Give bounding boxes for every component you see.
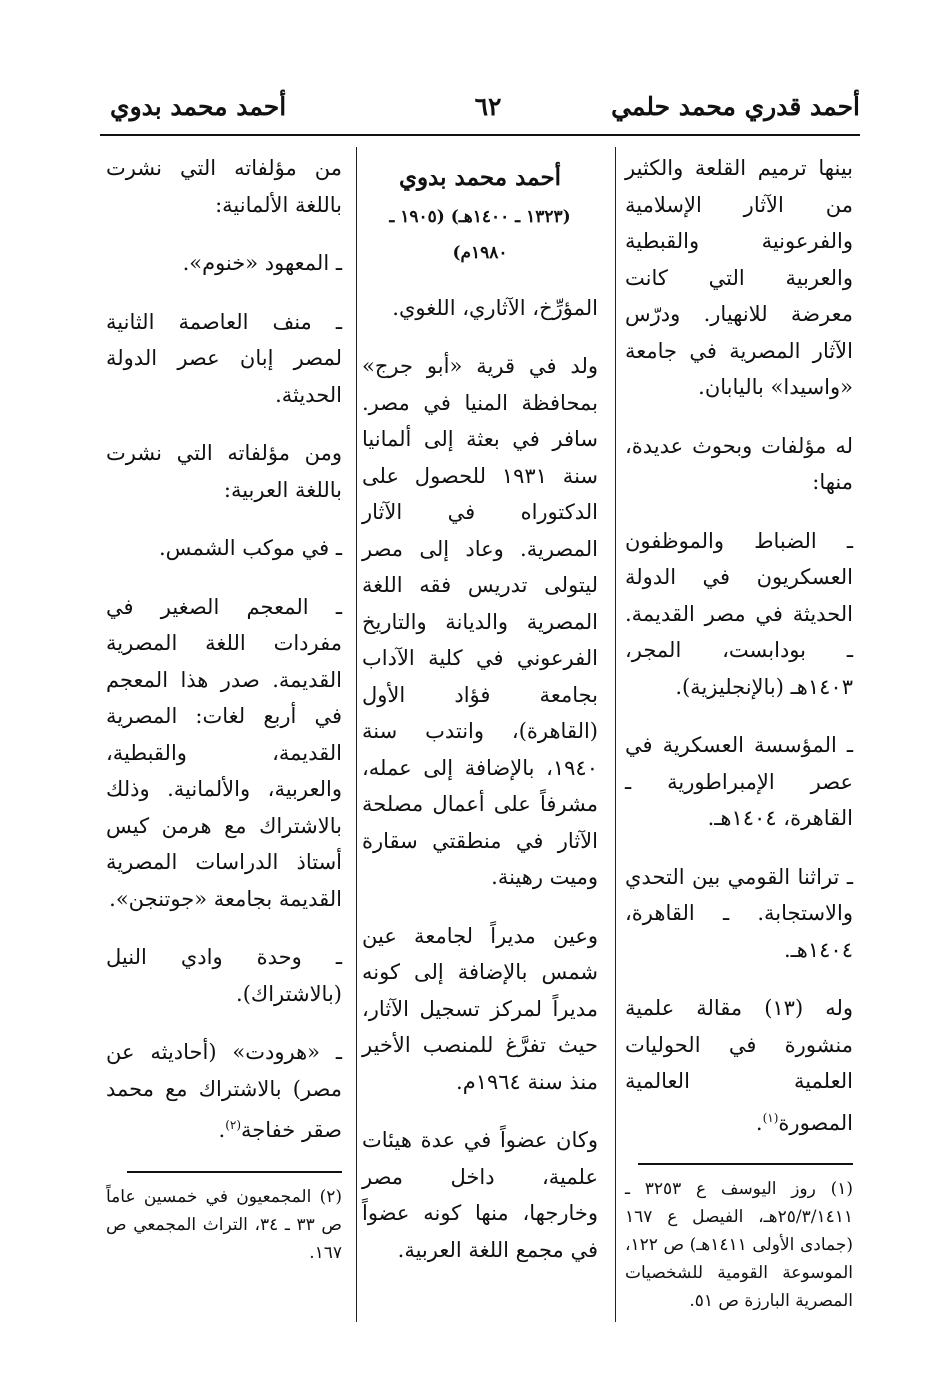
column-divider-right bbox=[615, 147, 616, 1322]
list-item-text: ـ «هرودت» (أحاديثه عن مصر) بالاشتراك مع محمد صقر خفاجة bbox=[106, 1040, 342, 1142]
list-item: ـ في موكب الشمس. bbox=[159, 536, 342, 560]
column-left bbox=[106, 150, 342, 1267]
list-item-end: . bbox=[218, 1118, 226, 1142]
page-number: ٦٢ bbox=[474, 92, 502, 121]
paragraph: ومن مؤلفاته التي نشرت باللغة العربية: bbox=[106, 441, 342, 502]
list-item: ـ وحدة وادي النيل (بالاشتراك). bbox=[106, 945, 342, 1006]
paragraph: بينها ترميم القلعة والكثير من الآثار الإسلامية والفرعونية والقبطية والعربية التي كانت معرضة للانهيار. ودرّس الآثار المصرية في جامعة «واسيدا» باليابان. bbox=[625, 156, 853, 399]
page-header bbox=[100, 92, 860, 132]
column-middle bbox=[362, 150, 598, 1290]
list-item: ـ المعجم الصغير في مفردات اللغة المصرية القديمة. صدر هذا المعجم في أربع لغات: المصرية القديمة، والقبطية، والعربية، والألمانية. وذلك بالاشتراك مع هرمن كيس أستاذ الدراسات المصرية القديمة بجامعة «جوتنجن». bbox=[106, 594, 342, 911]
paragraph-end: . bbox=[755, 1110, 763, 1135]
paragraph: وعين مديراً لجامعة عين شمس بالإضافة إلى كونه مديراً لمركز تسجيل الآثار، حيث تفرَّغ للمنصب الأخير منذ سنة ١٩٦٤م. bbox=[362, 923, 598, 1094]
paragraph: ولد في قرية «أبو جرج» بمحافظة المنيا في مصر. سافر في بعثة إلى ألمانيا سنة ١٩٣١ للحصول على الدكتوراه في الآثار المصرية. وعاد إلى مصر ليتولى تدريس فقه اللغة المصرية والديانة والتاريخ الفرعوني في كلية الآداب بجامعة فؤاد الأول (القاهرة)، وانتدب سنة ١٩٤٠، بالإضافة إلى عمله، مشرفاً على أعمال مصلحة الآثار في منطقتي سقارة وميت رهينة. bbox=[362, 354, 598, 889]
footnote: (٢) المجمعيون في خمسين عاماً ص ٣٣ ـ ٣٤، التراث المجمعي ص ١٦٧. bbox=[106, 1186, 342, 1263]
footnote-rule bbox=[638, 1163, 853, 1165]
list-item: ـ تراثنا القومي بين التحدي والاستجابة. ـ القاهرة، ١٤٠٤هـ. bbox=[625, 864, 853, 962]
running-head-right: أحمد قدري محمد حلمي bbox=[611, 92, 860, 121]
entry-title: أحمد محمد بدوي bbox=[398, 164, 562, 191]
entry-dates: (١٣٢٣ ـ ١٤٠٠هـ) (١٩٠٥ ـ ١٩٨٠م) bbox=[389, 206, 571, 263]
paragraph: المؤرِّخ، الآثاري، اللغوي. bbox=[392, 295, 598, 320]
list-item: ـ منف العاصمة الثانية لمصر إبان عصر الدولة الحديثة. bbox=[106, 309, 342, 407]
list-item: ـ الضباط والموظفون العسكريون في الدولة الحديثة في مصر القديمة. ـ بودابست، المجر، ١٤٠٣هـ (بالإنجليزية). bbox=[625, 528, 853, 699]
paragraph: له مؤلفات وبحوث عديدة، منها: bbox=[625, 433, 853, 494]
header-rule bbox=[100, 134, 860, 136]
column-right bbox=[625, 150, 853, 1315]
footnote-ref: (٢) bbox=[225, 1118, 242, 1132]
footnote-ref: (١) bbox=[762, 1110, 779, 1125]
list-item: ـ المعهود «خنوم». bbox=[182, 251, 342, 275]
paragraph-text: وله (١٣) مقالة علمية منشورة في الحوليات العلمية العالمية المصورة bbox=[625, 996, 853, 1135]
footnote-rule bbox=[127, 1171, 342, 1173]
footnote: (١) روز اليوسف ع ٣٢٥٣ ـ ٢٥/٣/١٤١١هـ، الفيصل ع ١٦٧ (جمادى الأولى ١٤١١هـ) ص ١٢٢، الموسوعة القومية للشخصيات المصرية البارزة ص ٥١. bbox=[625, 1179, 853, 1311]
paragraph: من مؤلفاته التي نشرت باللغة الألمانية: bbox=[106, 156, 342, 217]
list-item bbox=[106, 1034, 342, 1149]
list-item: ـ المؤسسة العسكرية في عصر الإمبراطورية ـ القاهرة، ١٤٠٤هـ. bbox=[625, 733, 853, 830]
column-divider-left bbox=[356, 147, 357, 1322]
paragraph bbox=[625, 990, 853, 1141]
paragraph: وكان عضواً في عدة هيئات علمية، داخل مصر وخارجها، منها كونه عضواً في مجمع اللغة العربية. bbox=[362, 1128, 598, 1262]
running-head-left: أحمد محمد بدوي bbox=[110, 92, 287, 121]
